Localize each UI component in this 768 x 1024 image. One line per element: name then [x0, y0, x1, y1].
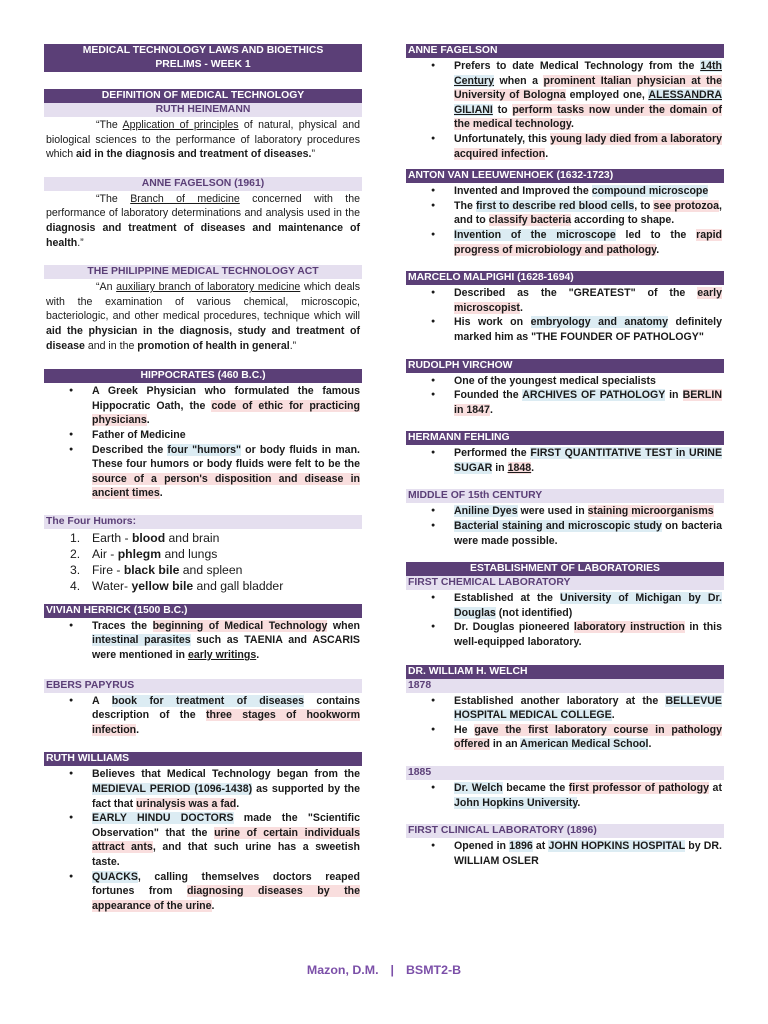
list-item: ● Established at the University of Michigan by Dr. Douglas (not identified) [454, 591, 722, 620]
list-item: 3. Fire - black bile and spleen [70, 562, 243, 577]
list-item: ● Dr. Douglas pioneered laboratory instruction in this well-equipped laboratory. [454, 620, 722, 649]
fehling-header: HERMANN FEHLING [406, 431, 724, 445]
virchow-list [406, 374, 724, 418]
middle-15th-century-header: MIDDLE OF 15th CENTURY [406, 489, 724, 503]
list-item: ● One of the youngest medical specialists [454, 374, 722, 389]
medtech-act-definition: “An auxiliary branch of laboratory medicine which deals with the examination of various chemical, microscopic, bacteriologic, and other medical procedures, technique which will aid the physician in the diagnosis, study and treatment of disease and in the promotion of health in general.” [46, 281, 360, 352]
footer-author: Mazon, D.M. [306, 963, 379, 977]
document-subtitle: PRELIMS - WEEK 1 [44, 58, 362, 72]
list-item: ● Opened in 1896 at JOHN HOPKINS HOSPITAL by DR. WILLIAM OSLER [454, 839, 722, 868]
fagelson-header: ANNE FAGELSON [406, 44, 724, 58]
fagelson-1961-header: ANNE FAGELSON (1961) [44, 177, 362, 191]
list-item: ● Described as the "GREATEST" of the early microscopist. [454, 286, 722, 315]
middle-15th-list [406, 504, 724, 548]
welch-year-1885: 1885 [406, 766, 724, 780]
leeuwenhoek-list [406, 184, 724, 257]
first-clinical-lab-list [406, 839, 724, 868]
hippocrates-header: HIPPOCRATES (460 B.C.) [44, 369, 362, 383]
list-item: ● Prefers to date Medical Technology from the 14th Century when a prominent Italian physician at the University of Bologna employed one, ALESSANDRA GILIANI to perform tasks now under the domain of the medical technology. [454, 59, 722, 132]
medtech-act-header: THE PHILIPPINE MEDICAL TECHNOLOGY ACT [44, 265, 362, 279]
fagelson-list [406, 59, 724, 161]
herrick-list [44, 619, 362, 663]
list-item: 2. Air - phlegm and lungs [70, 546, 218, 561]
footer-section: BSMT2-B [405, 963, 462, 977]
ebers-list [44, 694, 362, 738]
left-column [44, 44, 362, 913]
list-item: ● Described the four "humors" or body fluids in man. These four humors or body fluids were felt to be the source of a person's disposition and disease in ancient times. [92, 443, 360, 501]
first-chemical-lab-list [406, 591, 724, 649]
welch-year-1878: 1878 [406, 679, 724, 693]
list-item: ● Established another laboratory at the BELLEVUE HOSPITAL MEDICAL COLLEGE. [454, 694, 722, 723]
list-item: ● He gave the first laboratory course in pathology offered in an American Medical School. [454, 723, 722, 752]
leeuwenhoek-header: ANTON VAN LEEUWENHOEK (1632-1723) [406, 169, 724, 183]
heinemann-header: RUTH HEINEMANN [44, 103, 362, 117]
malpighi-header: MARCELO MALPIGHI (1628-1694) [406, 271, 724, 285]
welch-header: DR. WILLIAM H. WELCH [406, 665, 724, 679]
section-definition-header: DEFINITION OF MEDICAL TECHNOLOGY [44, 89, 362, 103]
list-item: ● His work on embryology and anatomy definitely marked him as "THE FOUNDER OF PATHOLOGY" [454, 315, 722, 344]
malpighi-list [406, 286, 724, 344]
list-item: ● Believes that Medical Technology began from the MEDIEVAL PERIOD (1096-1438) as supported by the fact that urinalysis was a fad. [92, 767, 360, 811]
welch-1878-list [406, 694, 724, 752]
list-item: ● Performed the FIRST QUANTITATIVE TEST in URINE SUGAR in 1848. [454, 446, 722, 475]
herrick-header: VIVIAN HERRICK (1500 B.C.) [44, 604, 362, 618]
establishment-header: ESTABLISHMENT OF LABORATORIES [406, 562, 724, 576]
page-footer [0, 963, 768, 978]
list-item: 1. Earth - blood and brain [70, 530, 220, 545]
list-item: ● Aniline Dyes were used in staining microorganisms [454, 504, 722, 519]
list-item: ● A book for treatment of diseases contains description of the three stages of hookworm infection. [92, 694, 360, 738]
list-item: ● Invented and Improved the compound microscope [454, 184, 722, 199]
first-clinical-lab-header: FIRST CLINICAL LABORATORY (1896) [406, 824, 724, 838]
list-item: ● Founded the ARCHIVES OF PATHOLOGY in BERLIN in 1847. [454, 388, 722, 417]
virchow-header: RUDOLPH VIRCHOW [406, 359, 724, 373]
list-item: ● Bacterial staining and microscopic study on bacteria were made possible. [454, 519, 722, 548]
hippocrates-list [44, 384, 362, 501]
williams-list [44, 767, 362, 913]
fehling-list [406, 446, 724, 475]
first-chemical-lab-header: FIRST CHEMICAL LABORATORY [406, 576, 724, 590]
list-item: ● The first to describe red blood cells, to see protozoa, and to classify bacteria according to shape. [454, 199, 722, 228]
list-item: ● Invention of the microscope led to the rapid progress of microbiology and pathology. [454, 228, 722, 257]
list-item: ● Traces the beginning of Medical Technology when intestinal parasites such as TAENIA and ASCARIS were mentioned in early writings. [92, 619, 360, 663]
list-item: ● Dr. Welch became the first professor of pathology at John Hopkins University. [454, 781, 722, 810]
list-item: ● Unfortunately, this young lady died from a laboratory acquired infection. [454, 132, 722, 161]
list-item: 4. Water- yellow bile and gall bladder [70, 578, 284, 593]
heinemann-definition: “The Application of principles of natural, physical and biological sciences to the performance of laboratory procedures which aid in the diagnosis and treatment of diseases.” [46, 119, 360, 161]
list-item: ● A Greek Physician who formulated the famous Hippocratic Oath, the code of ethic for practicing physicians. [92, 384, 360, 428]
welch-1885-list [406, 781, 724, 810]
fagelson-1961-definition: “The Branch of medicine concerned with the performance of laboratory determinations and analysis used in the diagnosis and treatment of diseases and maintenance of health.” [46, 192, 361, 249]
document-title: MEDICAL TECHNOLOGY LAWS AND BIOETHICS [44, 44, 362, 58]
list-item: ● Father of Medicine [92, 428, 360, 443]
four-humors-list [44, 530, 362, 594]
footer-separator: | [390, 963, 394, 977]
four-humors-header: The Four Humors: [44, 515, 362, 529]
williams-header: RUTH WILLIAMS [44, 752, 362, 766]
right-column [406, 44, 724, 868]
list-item: ● QUACKS, calling themselves doctors reaped fortunes from diagnosing diseases by the appearance of the urine. [92, 870, 360, 914]
list-item: ● EARLY HINDU DOCTORS made the "Scientific Observation" that the urine of certain individuals attract ants, and that such urine has a sweetish taste. [92, 811, 360, 869]
ebers-papyrus-header: EBERS PAPYRUS [44, 679, 362, 693]
